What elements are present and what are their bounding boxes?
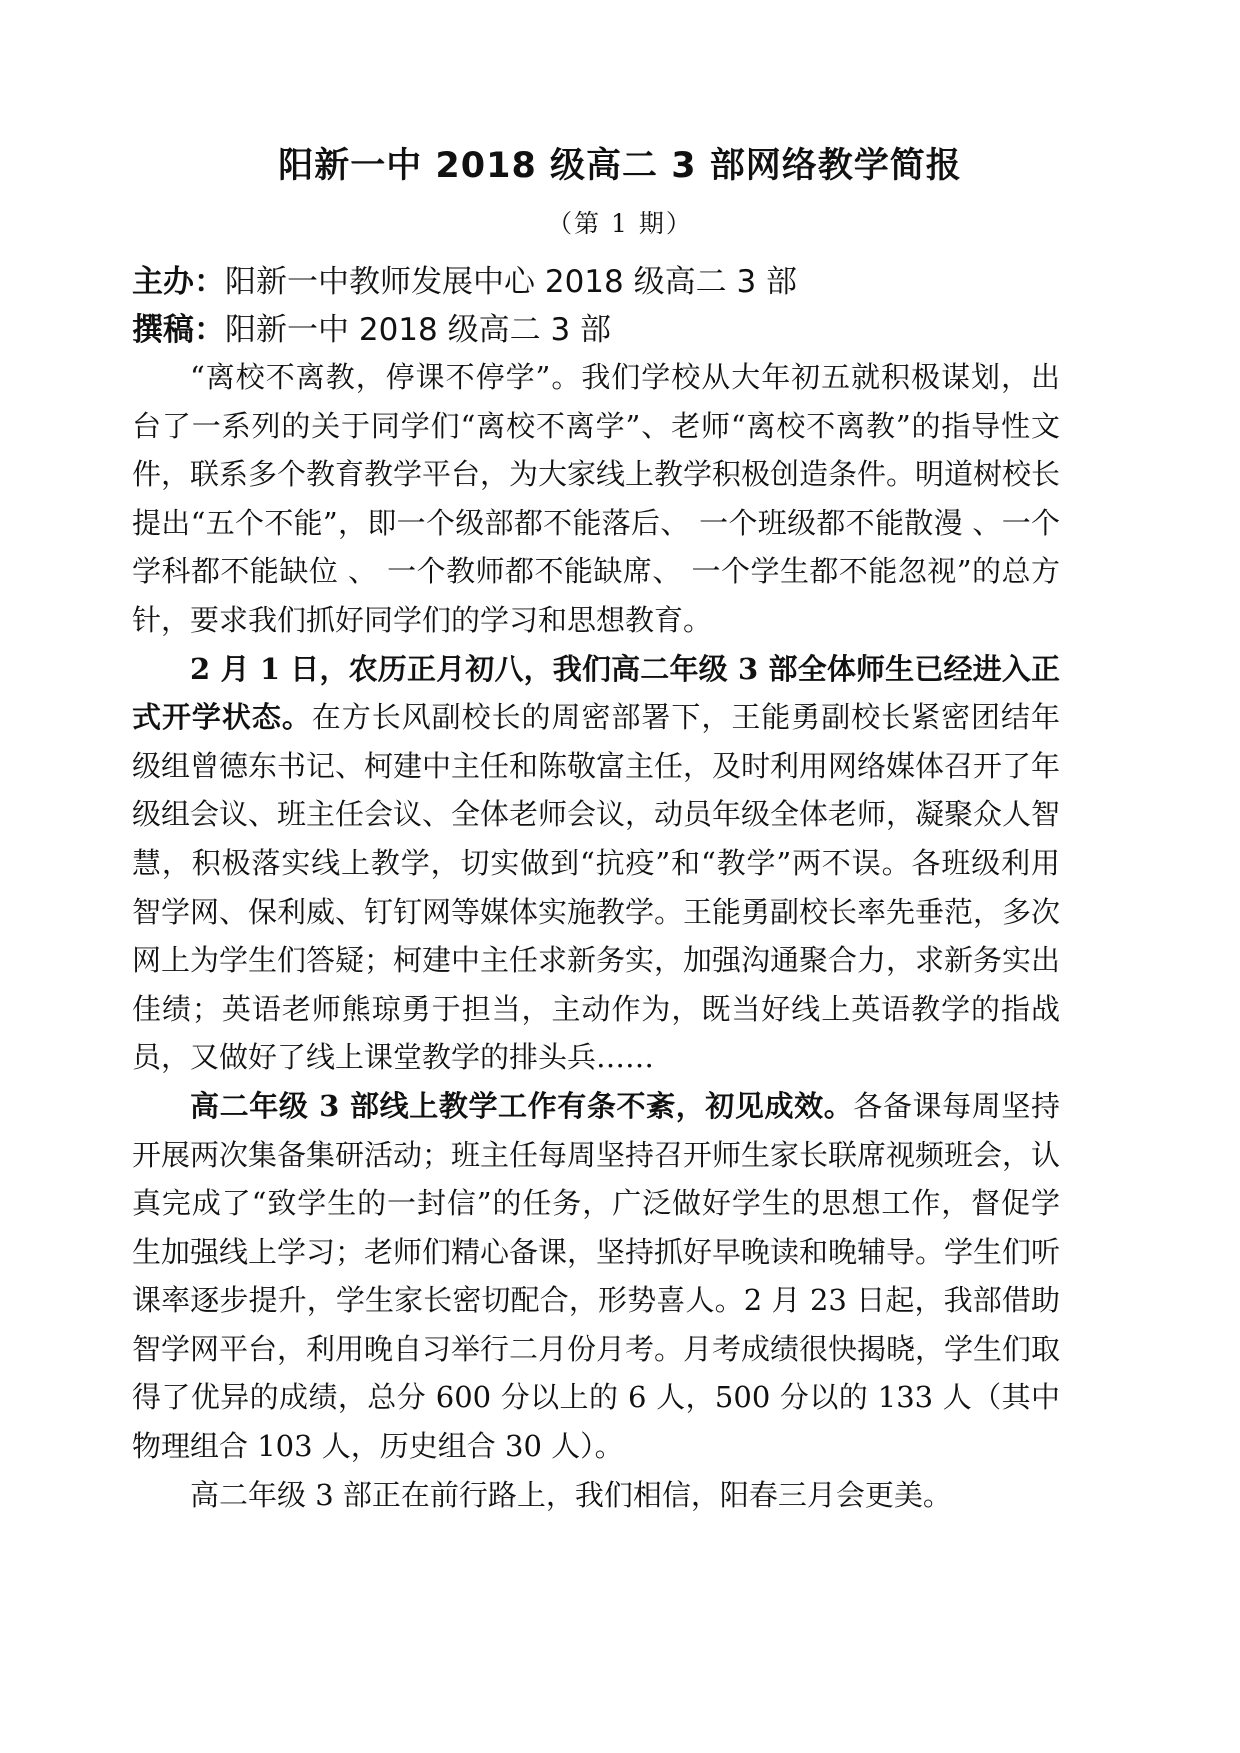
sponsor-line [132,256,797,301]
paragraph-1-text: “离校不离教，停课不停学”。我们学校从大年初五就积极谋划，出台了一系列的关于同学们“离校不离学”、老师“离校不离教”的指导性文件，联系多个教育教学平台，为大家线上教学积极创造条件。明道树校长提出“五个不能”，即一个级部都不能落后、 一个班级都不能散漫 、一个学科都不能缺位 、 一个教师都不能缺席、 一个学生都不能忽视”的总方针，要求我们抓好同学们的学习和思想教育。 [132,360,1061,637]
article-body [132,353,1060,1519]
paragraph-2-text: 在方长风副校长的周密部署下，王能勇副校长紧密团结年级组曾德东书记、柯建中主任和陈敬富主任，及时利用网络媒体召开了年级组会议、班主任会议、全体老师会议，动员年级全体老师，凝聚众人智慧，积极落实线上教学，切实做到“抗疫”和“教学”两不误。各班级利用智学网、保利威、钉钉网等媒体实施教学。王能勇副校长率先垂范，多次网上为学生们答疑；柯建中主任求新务实，加强沟通聚合力，求新务实出佳绩；英语老师熊琼勇于担当，主动作为，既当好线上英语教学的指战员，又做好了线上课堂教学的排头兵…… [132,700,1061,1075]
paragraph-3 [132,1082,1060,1471]
author-value: 阳新一中 2018 级高二 3 部 [225,312,612,348]
paragraph-4 [132,1471,1060,1520]
author-line [132,304,611,349]
document-title: 阳新一中 2018 级高二 3 部网络教学简报 [278,146,962,186]
sponsor-label: 主办： [132,264,225,300]
paragraph-1 [132,353,1060,645]
paragraph-3-text: 各备课每周坚持开展两次集备集研活动；班主任每周坚持召开师生家长联席视频班会，认真完成了“致学生的一封信”的任务，广泛做好学生的思想工作，督促学生加强线上学习；老师们精心备课，坚持抓好早晚读和晚辅导。学生们听课率逐步提升，学生家长密切配合，形势喜人。2 月 23 日起，我部借助智学网平台，利用晚自习举行二月份月考。月考成绩很快揭晓，学生们取得了优异的成绩，总分 600 分以上的 6 人，500 分以的 133 人（其中物理组合 103 人，历史组合 30 人）。 [132,1088,1061,1464]
paragraph-3-lead: 高二年级 3 部线上教学工作有条不紊，初见成效。 [190,1088,854,1123]
paragraph-4-text: 高二年级 3 部正在前行路上，我们相信，阳春三月会更美。 [190,1477,952,1512]
issue-number: （第 1 期） [547,209,693,238]
author-label: 撰稿： [132,312,225,348]
paragraph-2 [132,645,1060,1082]
paragraph-2-lead: 2 月 1 日，农历正月初八，我们高二年级 3 部全体师生已经进入正式开学状态。 [132,651,1060,735]
sponsor-value: 阳新一中教师发展中心 2018 级高二 3 部 [225,264,798,300]
